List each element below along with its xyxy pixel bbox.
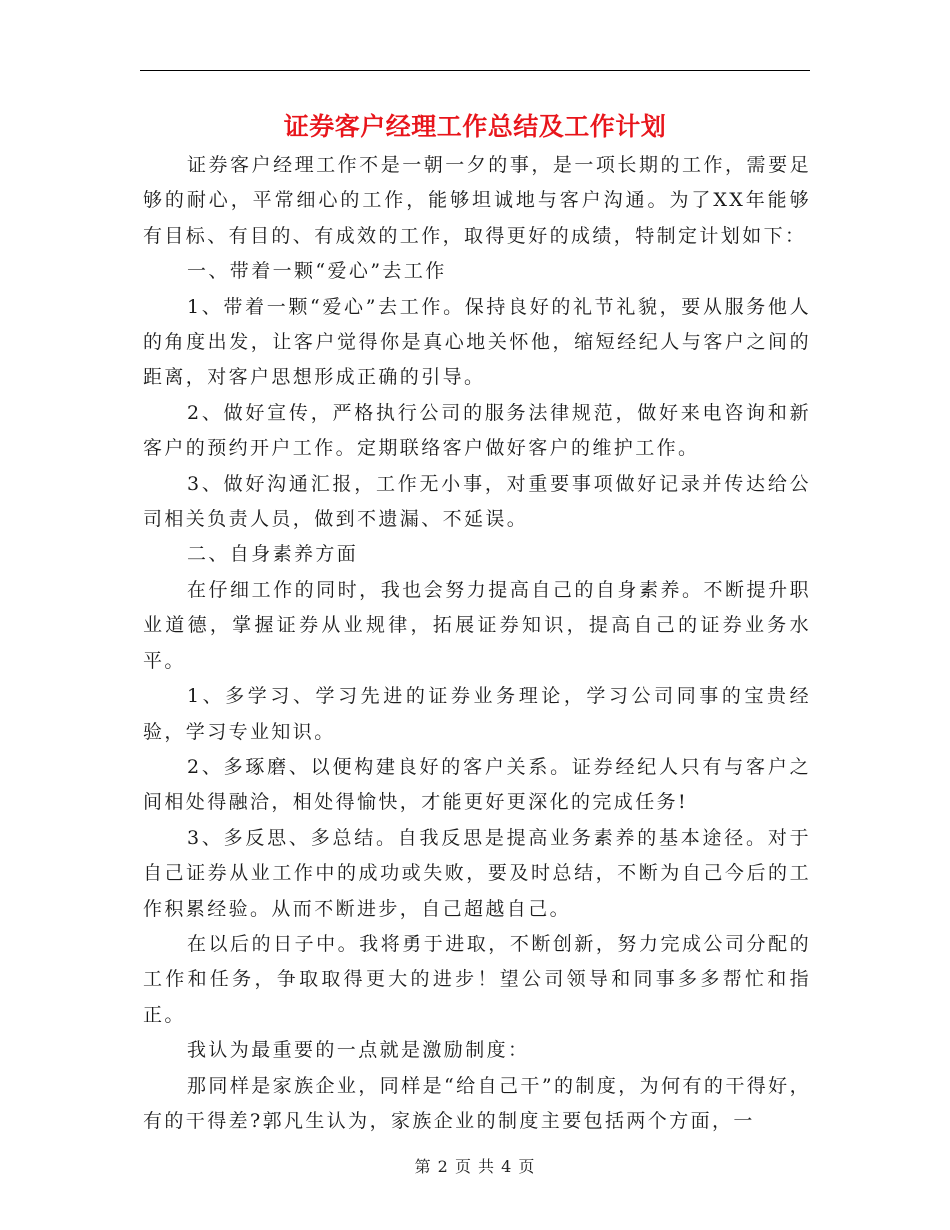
document-title: 证券客户经理工作总结及工作计划 (283, 112, 667, 141)
paragraph: 1、带着一颗“爱心”去工作。保持良好的礼节礼貌，要从服务他人的角度出发，让客户觉得你是真心地关怀他，缩短经纪人与客户之间的距离，对客户思想形成正确的引导。 (143, 295, 811, 389)
paragraph: 在以后的日子中。我将勇于进取，不断创新，努力完成公司分配的工作和任务，争取取得更大的进步！望公司领导和同事多多帮忙和指正。 (143, 932, 811, 1026)
paragraph-intro: 证券客户经理工作不是一朝一夕的事，是一项长期的工作，需要足够的耐心，平常细心的工作，能够坦诚地与客户沟通。为了XX年能够有目标、有目的、有成效的工作，取得更好的成绩，特制定计划如下： (143, 154, 811, 247)
document-body (143, 148, 811, 1139)
paragraph: 2、多琢磨、以便构建良好的客户关系。证券经纪人只有与客户之间相处得融洽，相处得愉快，才能更好更深化的完成任务! (143, 755, 811, 814)
paragraph: 3、多反思、多总结。自我反思是提高业务素养的基本途径。对于自己证券从业工作中的成功或失败，要及时总结，不断为自己今后的工作积累经验。从而不断进步，自己超越自己。 (143, 826, 811, 920)
section-heading-1: 一、带着一颗“爱心”去工作 (187, 260, 447, 283)
paragraph: 1、多学习、学习先进的证券业务理论，学习公司同事的宝贵经验，学习专业知识。 (143, 685, 811, 743)
paragraph: 3、做好沟通汇报，工作无小事，对重要事项做好记录并传达给公司相关负责人员，做到不遗漏、不延误。 (143, 472, 811, 531)
paragraph: 在仔细工作的同时，我也会努力提高自己的自身素养。不断提升职业道德，掌握证券从业规律，拓展证券知识，提高自己的证券业务水平。 (143, 578, 811, 672)
paragraph: 2、做好宣传，严格执行公司的服务法律规范，做好来电咨询和新客户的预约开户工作。定期联络客户做好客户的维护工作。 (143, 401, 811, 460)
section-heading-2: 二、自身素养方面 (187, 543, 359, 566)
header-rule (140, 70, 810, 71)
paragraph: 那同样是家族企业，同样是“给自己干”的制度，为何有的干得好，有的干得差?郭凡生认为，家族企业的制度主要包括两个方面，一 (143, 1074, 811, 1132)
page-number-footer: 第 2 页 共 4 页 (414, 1157, 536, 1176)
paragraph: 我认为最重要的一点就是激励制度： (187, 1039, 530, 1062)
